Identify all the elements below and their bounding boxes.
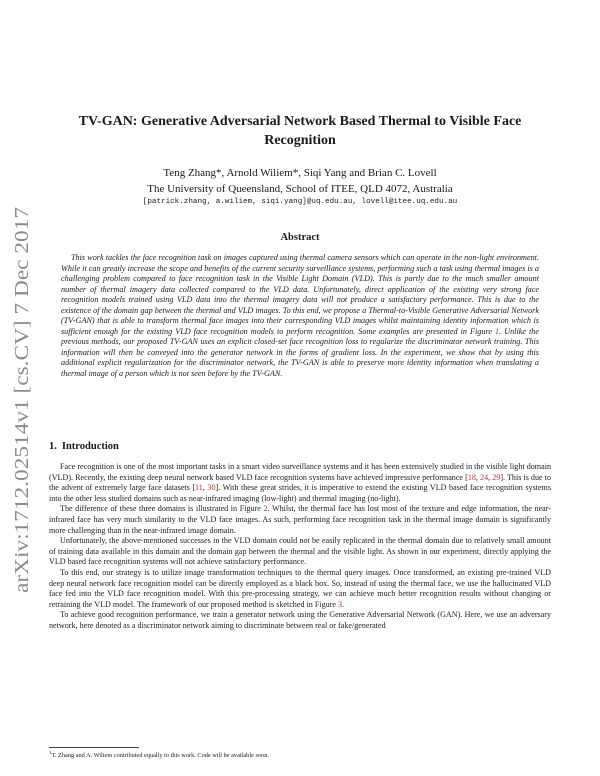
- footnote-divider: [49, 747, 139, 748]
- abstract-heading: Abstract: [280, 232, 320, 243]
- footnote-mark: 1: [49, 751, 52, 756]
- paper-title-line-2: Recognition: [264, 133, 336, 148]
- text-run: .: [342, 599, 345, 609]
- section-title: Introduction: [61, 441, 119, 452]
- footnote: [49, 750, 269, 760]
- intro-paragraph-1: Face recognition is one of the most important tasks in a smart video surveillance systems and it has been extensively studied in the visible light domain (VLD). Recently, the existing deep neural network based VLD face recognition systems have achieved impressive performance [18, 24, 29]. This is due to the advent of extremely large face datasets [11, 30]. With these great strides, it is imperative to extend the existing VLD based face recognition systems into the other less studied domains such as near-infrared imaging (low-light) and thermal imaging (no-light).: [49, 462, 552, 503]
- paper-title-line-1: TV-GAN: Generative Adversarial Network Based Thermal to Visible Face: [78, 114, 522, 129]
- author-emails: [patrick.zhang, a.wiliem, siqi.yang]@uq.edu.au, lovell@itee.uq.edu.au: [142, 198, 458, 206]
- intro-paragraph-2: [49, 504, 551, 536]
- citation-link[interactable]: 18: [467, 472, 476, 482]
- citation-link[interactable]: 11: [195, 483, 203, 493]
- arxiv-identifier-stamp: [6, 205, 36, 595]
- abstract-text: [61, 253, 539, 380]
- citation-link[interactable]: 24: [480, 472, 489, 482]
- text-run: Face recognition is one of the most important tasks in a smart video surveillance systems and it has been extensively studied in the visible light domain (VLD). Recently, the existing deep neural network based VLD face recognition systems have achieved impressive performance [: [49, 462, 551, 482]
- author-block: [60, 165, 540, 197]
- text-run: To this end, our strategy is to utilize image transformation techniques to the thermal query images. Once transformed, an existing pre-trained VLD deep neural network face recognition model can be directly employed as a black box. So, instead of using the thermal face, we use the hallucinated VLD face fed into the VLD face recognition model. With this pre-processing strategy, we can achieve much better recognition results without changing or retraining the VLD model. The framework of our proposed method is sketched in Figure: [49, 567, 551, 609]
- text-run: The difference of these three domains is illustrated in Figure: [60, 504, 264, 514]
- figure-3-link[interactable]: 3: [337, 599, 343, 609]
- intro-paragraph-4: [49, 568, 551, 610]
- figure-1-link[interactable]: 1: [495, 326, 500, 336]
- footnote-text: T. Zhang and A. Wiliem contributed equally to this work. Code will be available soon.: [51, 752, 269, 760]
- citation-link[interactable]: 30: [207, 483, 216, 493]
- author-names: Teng Zhang*, Arnold Wiliem*, Siqi Yang and Brian C. Lovell: [163, 167, 437, 179]
- abstract-text-part-2: . Unlike the previous methods, our proposed TV-GAN uses an explicit closed-set face recognition loss to regularize the discriminator network training. This information will then be conveyed into the generator network in the forms of gradient loss. In the experiment, we show that by using this additional explicit regularization for the discriminator network, the TV-GAN is able to preserve more identity information when translating a thermal image of a person which is not seen before by the TV-GAN.: [61, 326, 540, 379]
- figure-2-link[interactable]: 2: [263, 504, 268, 514]
- abstract-text-part-1: This work tackles the face recognition task on images captured using thermal camera sensors which can operate in the non-light environment. While it can greatly increase the scope and benefits of the current security surveillance systems, performing such a task using thermal images is a challenging problem compared to face recognition task in the Visible Light Domain (VLD). This is partly due to the much smaller amount number of thermal imagery data collected compared to the VLD data. Unfortunately, direct application of the existing very strong face recognition models trained using VLD data into the thermal imagery data will not produce a satisfactory performance. This is due to the existence of the domain gap between the thermal and VLD images. To this end, we propose a Thermal-to-Visible Generative Adversarial Network (TV-GAN) that is able to transform thermal face images into their corresponding VLD images whilst maintaining identity information which is sufficient enough for the existing VLD face recognition models to perform recognition. Some examples are presented in Figure: [61, 253, 539, 336]
- section-heading-introduction: [49, 441, 124, 452]
- intro-paragraph-5: To achieve good recognition performance, we train a generator network using the Generative Adversarial Network (GAN). Here, we use an adversary network, here denoted as a discriminator network aiming to discriminate between real or fake/generated: [49, 610, 551, 630]
- affiliation: The University of Queensland, School of ITEE, QLD 4072, Australia: [147, 183, 453, 195]
- arxiv-identifier-text: arXiv:1712.02514v1 [cs.CV] 7 Dec 2017: [12, 270, 33, 593]
- text-run: . Whilst, the thermal face has lost most of the texture and edge information, the near-infrared face has very much similarity to the VLD face images. As such, performing face recognition task in the thermal image domain is significantly more challenging than in the near-infrared image domain.: [49, 504, 551, 535]
- text-run: ]. With these great strides, it is imperative to extend the existing VLD based face recognition systems into the other less studied domains such as near-infrared imaging (low-light) and thermal imaging (no-light).: [49, 483, 552, 503]
- citation-link[interactable]: 29: [492, 472, 501, 482]
- introduction-body: [49, 462, 551, 632]
- paper-title: [60, 112, 540, 150]
- text-run: ]. This is due to the advent of extremely large face datasets [: [49, 472, 551, 493]
- section-number: 1.: [49, 441, 57, 452]
- intro-paragraph-3: Unfortunately, the above-mentioned successes in the VLD domain could not be easily replicated in the thermal domain due to relatively small amount of training data available in this domain and the domain gap between the thermal and the visible light. As shown in our experiment, directly applying the VLD based face recognition systems will not achieve satisfactory performance.: [49, 536, 551, 567]
